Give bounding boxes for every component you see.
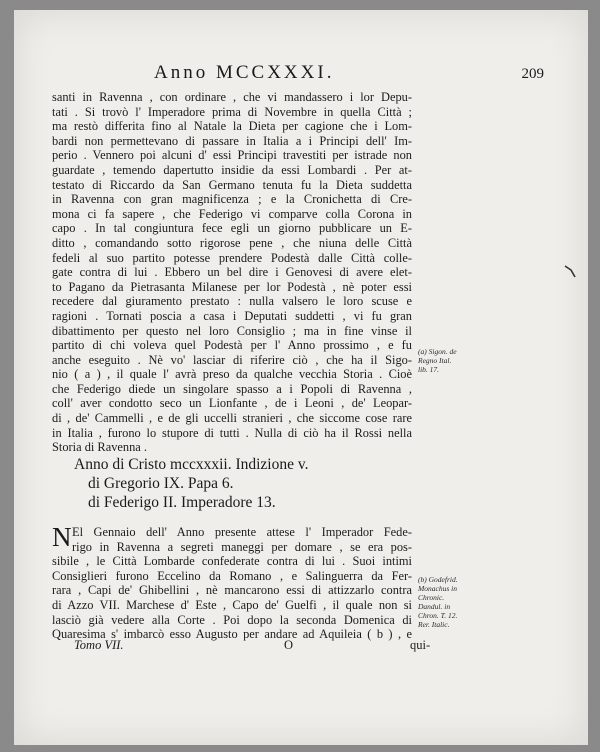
text-line: Monachus in (418, 584, 457, 593)
text-line: santi in Ravenna , con ordinare , che vi mandassero i lor Depu- (52, 90, 412, 104)
text-line: ragioni . Tornati poscia a casa i Deputati suddetti , vi fu gran (52, 308, 412, 323)
text-line: di Azzo VII. Marchese d' Este , Capo de' Guelfi , il quale non si (52, 597, 412, 612)
heading-line-1: Anno di Cristo mccxxxii. Indizione v. (74, 456, 309, 473)
volume-label: Tomo VII. (74, 638, 124, 652)
text-line: Consiglieri furono Eccelino da Romano , e Salinguerra da Fer- (52, 568, 412, 583)
text-line: gate contra di lui . Ebbero un bel dire i Genovesi di avere elet- (52, 265, 412, 280)
text-line: in Italia , furono lo stupore di tutti . Nulla di ciò ha il Rossi nella (52, 425, 412, 440)
text-line: ditto , comandando sotto rigorose pene , che niuna delle Città (52, 235, 412, 250)
paragraph-2 (52, 522, 412, 642)
text-line: in Ravenna con gran magnificenza ; e la Cronichetta di Cre- (52, 192, 412, 207)
text-line: nio ( a ) , il quale l' avrà preso da qualche vecchia Storia . Cioè (52, 367, 412, 382)
text-line: (b) Godefrid. (418, 575, 458, 584)
text-line: fedeli al suo partito potesse prendere Podestà dalle Città colle- (52, 250, 412, 265)
page-header (104, 62, 544, 92)
year-heading (74, 455, 414, 512)
heading-line-3: di Federigo II. Imperadore 13. (88, 494, 276, 511)
text-line: sibile , le Città Lombarde confederate contra di lui . Suoi intimi (52, 554, 412, 569)
text-line: (a) Sigon. de (418, 347, 457, 356)
text-line: anche eseguito . Nè vo' lasciar di riferire ciò , che ha il Sigo- (52, 352, 412, 367)
text-line: to Pagano da Pietrasanta Milanese per lor Podestà , nè poter essi (52, 279, 412, 294)
signature-mark: O (284, 638, 294, 652)
text-line: lasciò già vedere alla Corte . Poi dopo la seconda Domenica di (52, 612, 412, 627)
text-line: testato di Riccardo da San Germano tenuta fu la Dieta suddetta (52, 177, 412, 192)
text-line: Storia di Ravenna . (52, 440, 147, 455)
drop-cap: N (52, 522, 72, 552)
page-number: 209 (521, 66, 544, 82)
text-line: Chron. T. 12. (418, 611, 458, 620)
book-page (14, 10, 588, 745)
text-line: rigo in Ravenna a segreti maneggi per domare , se era pos- (72, 539, 412, 554)
marginal-note-a (418, 347, 457, 374)
text-line: guardate , temendo dapertutto insidie da essi Lombardi . Per at- (52, 162, 412, 177)
text-line: dibattimento per questo nel loro Consiglio ; ma in fine vinse il (52, 323, 412, 338)
text-line: bardi non permettevano di passare in Italia a i Principi dell' Im- (52, 133, 412, 148)
text-line: mona ci fa sapere , che Federigo vi comparve colla Corona in (52, 206, 412, 221)
text-line: perio . Vennero poi alcuni d' essi Principi travestiti per istrade non (52, 148, 412, 163)
text-line: rara , Capi de' Ghibellini , nè mancarono essi di attizzarlo contra (52, 583, 412, 598)
text-line: El Gennaio dell' Anno presente attese l' Imperador Fede- (72, 525, 412, 539)
text-line: tati . Si trovò l' Imperadore prima di Novembre in quella Città ; (52, 104, 412, 119)
text-line: che Federigo diede un singolare spasso a i Popoli di Ravenna , (52, 381, 412, 396)
text-line: di , de' Cammelli , e de gli uccelli stranieri , che siccome cose rare (52, 411, 412, 426)
text-line: Rer. Italic. (418, 620, 450, 629)
text-line: capo . In tal congiuntura fece egli un giorno pubblicare un E- (52, 221, 412, 236)
text-line: Quaresima s' imbarcò esso Augusto per andare ad Aquileia ( b ) , e (52, 627, 412, 642)
text-line: lib. 17. (418, 365, 440, 374)
text-line: recedere dal giuramento prestato : nulla valsero le loro scuse e (52, 294, 412, 309)
text-line: coll' aver condotto seco un Lionfante , de i Leoni , de' Leopar- (52, 396, 412, 411)
catchword: qui- (410, 638, 431, 652)
marginal-note-b (418, 575, 458, 629)
heading-line-2: di Gregorio IX. Papa 6. (88, 475, 234, 492)
text-line: partito di chi voleva quel Podestà per l' Anno prossimo , e fu (52, 338, 412, 353)
text-line: Regno Ital. (418, 356, 452, 365)
text-line: Dandul. in (418, 602, 451, 611)
text-line: Chronic. (418, 593, 445, 602)
pencil-mark-icon (563, 260, 577, 278)
paragraph-1 (52, 90, 412, 455)
running-title: Anno MCCXXXI. (154, 62, 335, 83)
text-line: ma restò differita fino al Natale la Dieta per cagione che i Lom- (52, 119, 412, 134)
